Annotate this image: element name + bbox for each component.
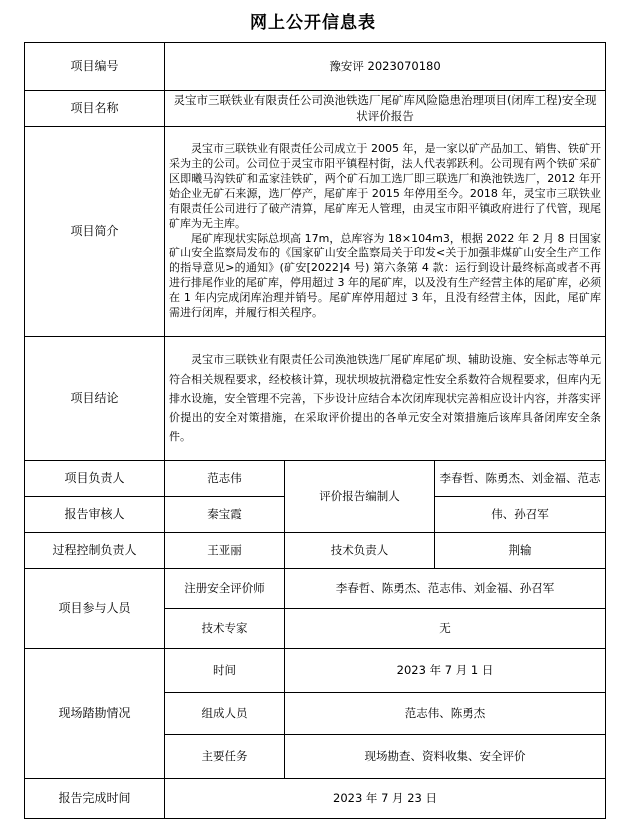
- registered-assessor-label: 注册安全评价师: [165, 569, 285, 609]
- report-reviewer-value: 秦宝霞: [165, 497, 285, 533]
- report-compilers-line2: 伟、孙召军: [435, 497, 606, 533]
- report-reviewer-label: 报告审核人: [25, 497, 165, 533]
- project-conclusion-paragraph: 灵宝市三联铁业有限责任公司涣池铁选厂尾矿库尾矿坝、辅助设施、安全标志等单元符合相关规程要求，经校核计算，现状坝坡抗滑稳定性安全系数符合规程要求，但库内无排水设施，安全管理不完善，下步设计应结合本次闭库现状完善相应设计内容，并落实评价提出的安全对策措施，在采取评价提出的各单元安全对策措施后该库具备闭库安全条件。: [169, 353, 602, 444]
- row-project-conclusion: [25, 337, 606, 461]
- report-compilers-label: 评价报告编制人: [285, 461, 435, 533]
- row-participants-registered: [25, 569, 606, 609]
- project-number-label: 项目编号: [25, 43, 165, 91]
- project-conclusion-text: [165, 337, 606, 461]
- row-project-leader: [25, 461, 606, 497]
- technical-leader-label: 技术负责人: [285, 533, 435, 569]
- project-intro-label: 项目简介: [25, 127, 165, 337]
- project-number-value: 豫安评 2023070180: [165, 43, 606, 91]
- survey-time-label: 时间: [165, 649, 285, 693]
- site-survey-label: 现场踏勘情况: [25, 649, 165, 779]
- report-compilers-line1: 李春哲、陈勇杰、刘金福、范志: [435, 461, 606, 497]
- process-controller-label: 过程控制负责人: [25, 533, 165, 569]
- project-intro-paragraph: 尾矿库现状实际总坝高 17m，总库容为 18×104m3，根据 2022 年 2 月 8 日国家矿山安全监察局发布的《国家矿山安全监察局关于印发<关于加强非煤矿山安全生产工作的指导意见>的通知》(矿安[2022]4 号) 第六条第 4 款：运行到设计最终标高或者不再进行排尾作业的尾矿库，停用超过 3 年的尾矿库，以及没有生产经营主体的尾矿库，必须在 1 年内完成闭库治理并销号。尾矿库停用超过 3 年，且没有经营主体，因此，尾矿库需进行闭库，并履行相关程序。: [169, 231, 602, 319]
- page-title: 网上公开信息表: [250, 13, 376, 33]
- row-project-intro: [25, 127, 606, 337]
- technical-expert-label: 技术专家: [165, 609, 285, 649]
- survey-staff-label: 组成人员: [165, 693, 285, 735]
- project-leader-label: 项目负责人: [25, 461, 165, 497]
- process-controller-value: 王亚丽: [165, 533, 285, 569]
- participants-label: 项目参与人员: [25, 569, 165, 649]
- completion-value: 2023 年 7 月 23 日: [165, 779, 606, 819]
- project-leader-value: 范志伟: [165, 461, 285, 497]
- row-project-name: [25, 91, 606, 127]
- technical-leader-value: 荆输: [435, 533, 606, 569]
- project-name-value: 灵宝市三联铁业有限责任公司涣池铁选厂尾矿库风险隐患治理项目(闭库工程)安全现状评价报告: [165, 91, 606, 127]
- project-name-label: 项目名称: [25, 91, 165, 127]
- info-table: [24, 42, 606, 819]
- row-survey-time: [25, 649, 606, 693]
- project-intro-text: [165, 127, 606, 337]
- project-conclusion-label: 项目结论: [25, 337, 165, 461]
- survey-task-value: 现场勘查、资料收集、安全评价: [285, 735, 606, 779]
- survey-staff-value: 范志伟、陈勇杰: [285, 693, 606, 735]
- project-intro-paragraph: 灵宝市三联铁业有限责任公司成立于 2005 年，是一家以矿产品加工、销售、铁矿开采为主的公司。公司位于灵宝市阳平镇程村街，法人代表郭跃利。公司现有两个铁矿采矿区即曦马沟铁矿和孟家洼铁矿，两个矿石加工选厂即三联选厂和涣池铁选厂，2012 年开始企业无矿石来源，选厂停产，尾矿库于 2015 年停用至今。2018 年，灵宝市三联铁业有限责任公司进行了破产清算，尾矿库无人管理，由灵宝市阳平镇政府进行了代管，现尾矿库为无主库。: [169, 142, 602, 230]
- registered-assessor-value: 李春哲、陈勇杰、范志伟、刘金福、孙召军: [285, 569, 606, 609]
- row-process-controller: [25, 533, 606, 569]
- row-project-number: [25, 43, 606, 91]
- row-completion: [25, 779, 606, 819]
- survey-time-value: 2023 年 7 月 1 日: [285, 649, 606, 693]
- completion-label: 报告完成时间: [25, 779, 165, 819]
- technical-expert-value: 无: [285, 609, 606, 649]
- survey-task-label: 主要任务: [165, 735, 285, 779]
